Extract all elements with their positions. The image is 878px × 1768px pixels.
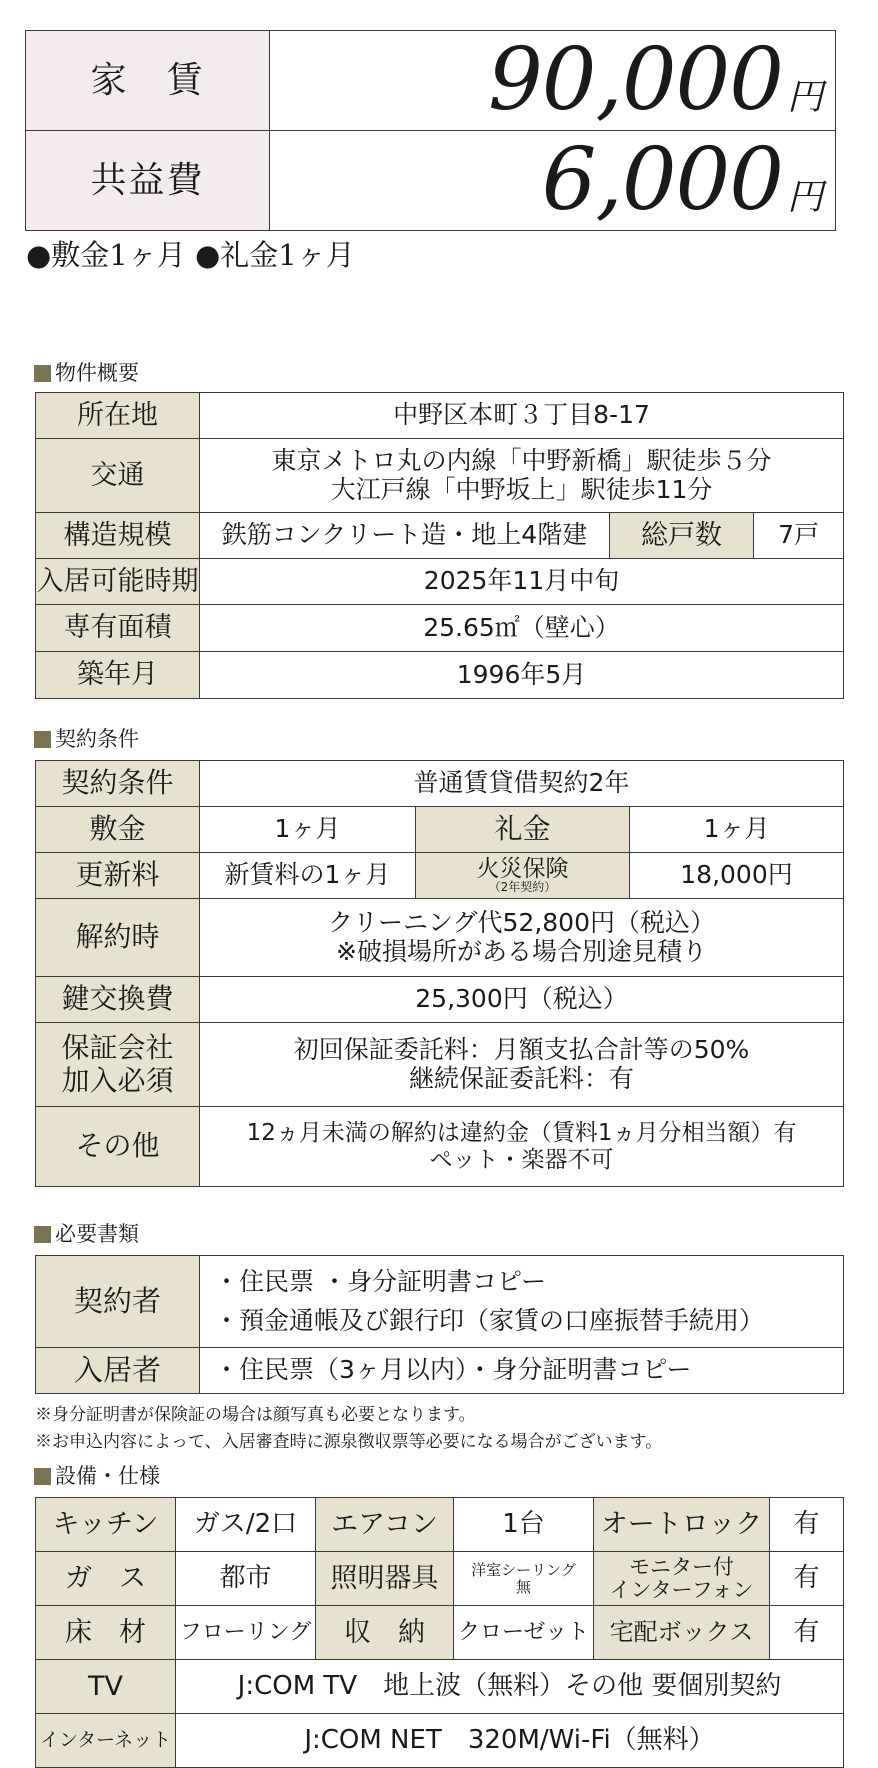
other-line1: 12ヵ月未満の解約は違約金（賃料1ヵ月分相当額）有 [246, 1120, 797, 1147]
cancel-line1: クリーニング代52,800円（税込） [328, 907, 715, 937]
lighting-label: 照明器具 [316, 1552, 454, 1606]
contract-table [35, 760, 844, 1187]
floor-label: 床 材 [36, 1606, 176, 1660]
common-fee-cell [270, 130, 836, 230]
address-value: 中野区本町３丁目8-17 [200, 393, 844, 439]
section-marker-icon [34, 1226, 51, 1243]
guarantor-line2: 継続保証委託料：有 [409, 1063, 635, 1093]
equipment-section-title [34, 1460, 160, 1490]
storage-label: 収 納 [316, 1606, 454, 1660]
reikin-label: 礼金 [416, 807, 630, 853]
property-section-title [34, 357, 139, 387]
guarantor-label-line1: 保証会社 [61, 1031, 174, 1065]
other-line2: ペット・楽器不可 [429, 1146, 614, 1173]
storage-value: クローゼット [454, 1606, 594, 1660]
documents-note-2: ※お申込内容によって、入居審査時に源泉徴収票等必要になる場合がございます。 [35, 1432, 663, 1452]
rent-label: 家 賃 [26, 31, 270, 131]
contractor-label: 契約者 [36, 1256, 200, 1348]
move-in-value: 2025年11月中旬 [200, 559, 844, 605]
documents-note-1: ※身分証明書が保険証の場合は顔写真も必要となります。 [35, 1405, 476, 1425]
area-label: 専有面積 [36, 605, 200, 652]
area-value: 25.65㎡（壁心） [200, 605, 844, 652]
rent-table [25, 30, 836, 231]
shikikin-value: 1ヶ月 [200, 807, 416, 853]
autolock-label: オートロック [594, 1498, 770, 1552]
kitchen-label: キッチン [36, 1498, 176, 1552]
rent-value-cell [270, 31, 836, 131]
section-marker-icon [34, 731, 51, 748]
shikikin-label: 敷金 [36, 807, 200, 853]
contractor-line2: ・預金通帳及び銀行印（家賃の口座振替手続用） [214, 1305, 765, 1335]
aircon-label: エアコン [316, 1498, 454, 1552]
contractor-value [200, 1256, 844, 1348]
aircon-value: 1台 [454, 1498, 594, 1552]
renewal-label: 更新料 [36, 853, 200, 899]
terms-label: 契約条件 [36, 761, 200, 807]
documents-section-title [34, 1218, 139, 1248]
equipment-section-label: 設備・仕様 [55, 1464, 160, 1488]
floor-value: フローリング [176, 1606, 316, 1660]
access-value [200, 439, 844, 513]
cancel-line2: ※破損場所がある場合別途見積り [336, 936, 707, 966]
guarantor-line1: 初回保証委託料：月額支払合計等の50% [293, 1034, 750, 1064]
contract-section-title [34, 723, 139, 753]
rent-yen: 円 [786, 77, 823, 118]
gas-label: ガ ス [36, 1552, 176, 1606]
intercom-value: 有 [770, 1552, 844, 1606]
internet-label: インターネット [36, 1714, 176, 1768]
built-label: 築年月 [36, 652, 200, 699]
cancel-label: 解約時 [36, 899, 200, 977]
rent-value: 90,000 [488, 30, 783, 130]
section-marker-icon [34, 1468, 51, 1485]
documents-table [35, 1255, 844, 1394]
move-in-label: 入居可能時期 [36, 559, 200, 605]
internet-value: J:COM NET 320M/Wi-Fi（無料） [176, 1714, 844, 1768]
autolock-value: 有 [770, 1498, 844, 1552]
units-value: 7戸 [754, 513, 844, 559]
delivery-value: 有 [770, 1606, 844, 1660]
deposit-line: ●敷金1ヶ月 ●礼金1ヶ月 [26, 238, 355, 272]
units-label: 総戸数 [610, 513, 754, 559]
property-table [35, 392, 844, 699]
delivery-label: 宅配ボックス [594, 1606, 770, 1660]
lighting-value [454, 1552, 594, 1606]
address-label: 所在地 [36, 393, 200, 439]
tv-value: J:COM TV 地上波（無料）その他 要個別契約 [176, 1660, 844, 1714]
lighting-line2: 無 [515, 1577, 531, 1596]
insurance-label-cell [416, 853, 630, 899]
insurance-label: 火災保険 [476, 856, 569, 882]
gas-value: 都市 [176, 1552, 316, 1606]
reikin-value: 1ヶ月 [630, 807, 844, 853]
other-value [200, 1107, 844, 1187]
other-label: その他 [36, 1107, 200, 1187]
kitchen-value: ガス/2口 [176, 1498, 316, 1552]
key-label: 鍵交換費 [36, 977, 200, 1023]
resident-value: ・住民票（3ヶ月以内）・身分証明書コピー [200, 1348, 844, 1394]
terms-value: 普通賃貸借契約2年 [200, 761, 844, 807]
property-section-label: 物件概要 [55, 361, 139, 385]
intercom-line1: モニター付 [629, 1555, 734, 1580]
access-label: 交通 [36, 439, 200, 513]
lighting-line1: 洋室シーリング [471, 1561, 576, 1579]
resident-label: 入居者 [36, 1348, 200, 1394]
renewal-value: 新賃料の1ヶ月 [200, 853, 416, 899]
access-line1: 東京メトロ丸の内線「中野新橋」駅徒歩５分 [271, 445, 772, 475]
access-line2: 大江戸線「中野坂上」駅徒歩11分 [330, 474, 713, 504]
common-fee-label: 共益費 [26, 130, 270, 230]
guarantor-label-line2: 加入必須 [61, 1063, 174, 1097]
insurance-sub: （2年契約） [488, 880, 557, 894]
equipment-table [35, 1497, 844, 1768]
documents-section-label: 必要書類 [55, 1222, 139, 1246]
guarantor-label [36, 1023, 200, 1107]
contractor-line1: ・住民票 ・身分証明書コピー [214, 1266, 546, 1296]
structure-label: 構造規模 [36, 513, 200, 559]
insurance-value: 18,000円 [630, 853, 844, 899]
tv-label: TV [36, 1660, 176, 1714]
guarantor-value [200, 1023, 844, 1107]
contract-section-label: 契約条件 [55, 727, 139, 751]
intercom-label [594, 1552, 770, 1606]
built-value: 1996年5月 [200, 652, 844, 699]
cancel-value [200, 899, 844, 977]
common-fee-value: 6,000 [541, 130, 783, 230]
structure-value: 鉄筋コンクリート造・地上4階建 [200, 513, 610, 559]
key-value: 25,300円（税込） [200, 977, 844, 1023]
intercom-line2: インターフォン [609, 1577, 754, 1602]
common-fee-yen: 円 [786, 176, 823, 218]
section-marker-icon [34, 365, 51, 382]
